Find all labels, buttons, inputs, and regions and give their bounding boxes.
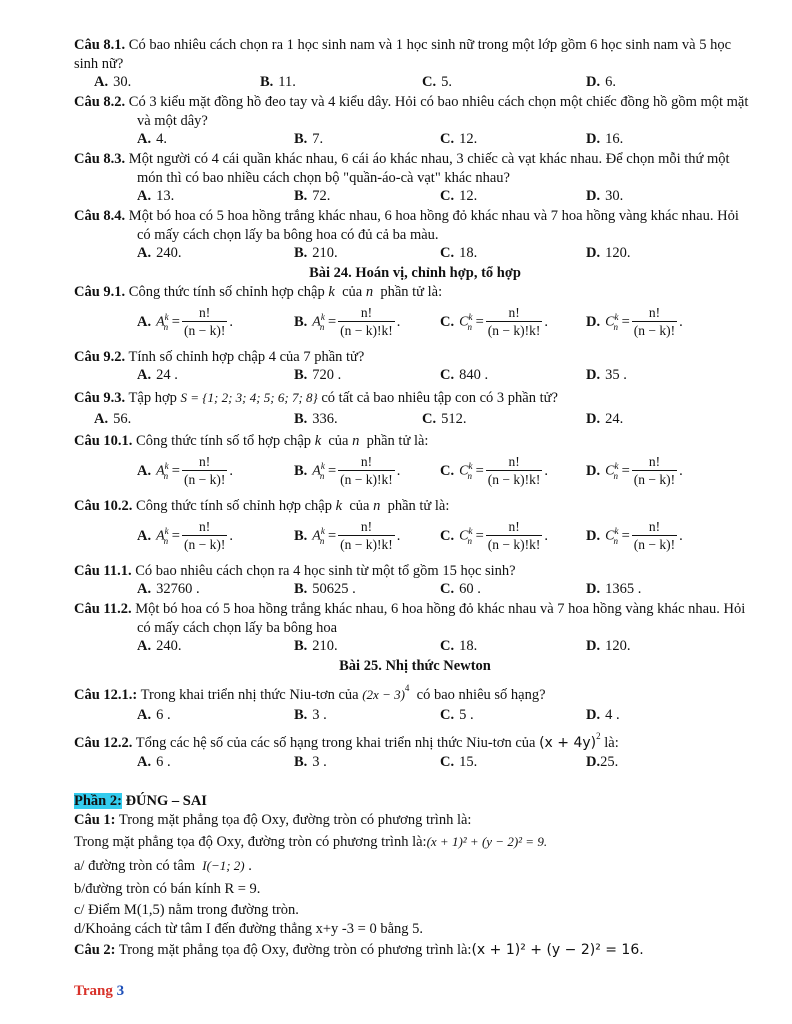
- option-letter: B.: [294, 707, 308, 723]
- statement-text: a/ đường tròn có tâm: [74, 858, 196, 874]
- question-text: phần tử là:: [366, 433, 429, 449]
- option-a: 240.: [156, 638, 182, 654]
- option-c: 12.: [459, 131, 478, 147]
- formula-options: A. $A^k_n$ = $\frac{n!}{(n - k)!}$ . B. $A^k_n$ = $\frac{n!}{(n - k)!k!}$ . C. $C^k_n$ = $\frac{n!}{(n - k)!k!}$ . D. $C^k_n$ = $\frac{n!}{(n - k)!}$ .: [137, 519, 683, 552]
- question-c1-line2: [74, 830, 756, 854]
- option-a: 24 .: [156, 367, 178, 383]
- option-letter: C.: [422, 411, 437, 427]
- option-b: 7.: [312, 131, 324, 147]
- option-d: 16.: [605, 131, 624, 147]
- question-text: Có bao nhiêu cách chọn ra 4 học sinh từ một tổ gồm 15 học sinh?: [135, 563, 516, 579]
- option-a: 6 .: [156, 707, 171, 723]
- option-c: 60 .: [459, 581, 481, 597]
- answer-options: [74, 707, 756, 726]
- answer-options: [74, 638, 756, 657]
- option-letter: A.: [137, 245, 152, 261]
- option-letter: D.: [586, 707, 601, 723]
- question-label: Câu 9.2.: [74, 349, 126, 365]
- question-text: Tập hợp: [128, 390, 177, 406]
- option-c: 18.: [459, 638, 478, 654]
- statement-b: b/đường tròn có bán kính R = 9.: [74, 881, 261, 897]
- denominator: (n − k)!k!: [487, 472, 541, 487]
- option-b: 210.: [312, 245, 338, 261]
- formula-symbol: $C^k_n$: [605, 526, 619, 546]
- option-c: 18.: [459, 245, 478, 261]
- numerator: n!: [360, 305, 373, 320]
- denominator: (n − k)!: [633, 537, 676, 552]
- formula-fraction: [632, 453, 677, 489]
- option-letter: C.: [422, 74, 437, 90]
- denominator: (n − k)!k!: [340, 537, 393, 552]
- option-a: 13.: [156, 188, 175, 204]
- numerator: n!: [508, 305, 520, 320]
- option-letter: B.: [294, 188, 308, 204]
- option-letter: B.: [294, 131, 308, 147]
- option-letter: C.: [440, 707, 455, 723]
- option-d: 1365 .: [605, 581, 642, 597]
- option-letter: C.: [440, 754, 455, 770]
- option-letter: A.: [137, 188, 152, 204]
- formula-symbol: $A^k_n$: [312, 526, 325, 546]
- formula-fraction: [632, 518, 677, 554]
- question-12-1: [74, 676, 756, 707]
- option-letter: B.: [294, 411, 308, 427]
- option-letter: A.: [137, 367, 152, 383]
- answer-options: [74, 74, 756, 93]
- option-d: 120.: [605, 245, 631, 261]
- option-letter: D.: [586, 245, 601, 261]
- question-label: Câu 8.3.: [74, 151, 126, 167]
- question-text: là:: [604, 735, 619, 751]
- numerator: n!: [199, 519, 211, 534]
- formula-symbol: $C^k_n$: [605, 312, 619, 332]
- question-label: Câu 12.1.:: [74, 687, 138, 703]
- option-letter: A.: [137, 581, 152, 597]
- option-letter: B.: [294, 462, 308, 479]
- option-letter: A.: [94, 411, 109, 427]
- question-label: Câu 11.2.: [74, 601, 132, 617]
- option-letter: A.: [137, 313, 152, 330]
- question-label: Câu 10.1.: [74, 433, 133, 449]
- option-d: 30.: [605, 188, 624, 204]
- question-text: Công thức tính số chỉnh hợp chập: [128, 284, 325, 300]
- footer-label: Trang: [74, 983, 113, 999]
- option-d: 4 .: [605, 707, 620, 723]
- question-label: Câu 9.1.: [74, 284, 126, 300]
- question-text: Tính số chỉnh hợp chập 4 của 7 phần tử?: [128, 349, 365, 365]
- math-expr: (x + 4y): [539, 735, 597, 751]
- numerator: n!: [508, 454, 520, 469]
- answer-options: [74, 188, 756, 207]
- question-text: Trong mặt phẳng tọa độ Oxy, đường tròn có phương trình là:: [118, 942, 472, 958]
- math-var: k: [314, 433, 322, 449]
- statement-a: [74, 854, 756, 878]
- question-10-1: [74, 432, 756, 451]
- formula-symbol: $A^k_n$: [312, 312, 325, 332]
- option-letter: D.: [586, 527, 601, 544]
- formula-fraction: [486, 518, 543, 554]
- math-var: n: [352, 433, 360, 449]
- question-text: phần tử là:: [387, 498, 450, 514]
- numerator: n!: [360, 519, 373, 534]
- answer-options: [74, 367, 756, 386]
- question-11-1: [74, 562, 756, 581]
- question-text: của: [342, 284, 363, 300]
- question-8-4: [74, 207, 756, 245]
- option-b: 336.: [312, 411, 338, 427]
- denominator: (n − k)!: [633, 472, 676, 487]
- option-letter: D.: [586, 188, 601, 204]
- option-b: 11.: [278, 74, 296, 90]
- question-label: Câu 11.1.: [74, 563, 132, 579]
- question-label: Câu 2:: [74, 942, 116, 958]
- page-footer: [74, 983, 124, 1000]
- question-text: Công thức tính số tổ hợp chập: [136, 433, 312, 449]
- math-expr: I(−1; 2): [202, 858, 245, 873]
- question-text: Trong khai triển nhị thức Niu-tơn của: [140, 687, 359, 703]
- question-text: của: [349, 498, 370, 514]
- statement-d: d/Khoảng cách từ tâm I đến đường thẳng x+y -3 = 0 bằng 5.: [74, 921, 423, 937]
- question-text: có bao nhiêu số hạng?: [416, 687, 546, 703]
- question-9-2: [74, 348, 756, 367]
- part-label: Phần 2:: [74, 793, 122, 809]
- formula-symbol: $C^k_n$: [605, 461, 619, 481]
- option-letter: D.: [586, 638, 601, 654]
- denominator: (n − k)!: [183, 323, 226, 338]
- option-d: 120.: [605, 638, 631, 654]
- page-number: 3: [116, 983, 125, 999]
- question-text: Trong mặt phẳng tọa độ Oxy, đường tròn có phương trình là:: [118, 812, 472, 828]
- option-c: 5.: [441, 74, 452, 90]
- numerator: n!: [360, 454, 373, 469]
- question-8-2: [74, 93, 756, 131]
- question-label: Câu 12.2.: [74, 735, 133, 751]
- option-a: 240.: [156, 245, 182, 261]
- option-c: 15.: [459, 754, 478, 770]
- question-label: Câu 8.1.: [74, 37, 126, 53]
- option-d: 25.: [600, 754, 619, 770]
- option-letter: D.: [586, 131, 601, 147]
- question-text: Công thức tính số chỉnh hợp chập: [136, 498, 332, 514]
- option-letter: A.: [137, 707, 152, 723]
- question-8-3: [74, 150, 756, 188]
- denominator: (n − k)!: [633, 323, 676, 338]
- formula-fraction: [182, 518, 227, 554]
- option-d: 24.: [605, 411, 624, 427]
- numerator: n!: [648, 305, 661, 320]
- question-text: Có bao nhiêu cách chọn ra 1 học sinh nam và 1 học sinh nữ trong một lớp gồm 6 học sinh nam và 5 học sinh nữ?: [74, 37, 732, 72]
- option-letter: C.: [440, 245, 455, 261]
- option-c: 12.: [459, 188, 478, 204]
- question-text: có tất cả bao nhiêu tập con có 3 phần tử?: [321, 390, 558, 406]
- punctuation: .: [248, 858, 252, 874]
- answer-options: [74, 245, 756, 264]
- question-text: Một người có 4 cái quần khác nhau, 6 cái áo khác nhau, 3 chiếc cà vạt khác nhau. Để chọn mỗi thứ một món thì có bao nhiều cách chọn bộ "quần-áo-cà vạt" khác nhau?: [128, 151, 730, 186]
- option-d: 35 .: [605, 367, 627, 383]
- formula-fraction: [486, 453, 543, 489]
- page-content: [74, 36, 756, 961]
- formula-fraction: [182, 304, 227, 340]
- numerator: n!: [508, 519, 520, 534]
- option-c: 840 .: [459, 367, 489, 383]
- option-c: 512.: [441, 411, 467, 427]
- option-letter: D.: [586, 411, 601, 427]
- denominator: (n − k)!k!: [487, 323, 541, 338]
- option-b: 720 .: [312, 367, 342, 383]
- option-a: 4.: [156, 131, 167, 147]
- answer-options: [74, 754, 756, 773]
- equation: (x + 1)² + (y − 2)² = 16.: [471, 942, 644, 958]
- part-title: ĐÚNG – SAI: [121, 793, 207, 809]
- answer-options: [74, 581, 756, 600]
- question-text: Một bó hoa có 5 hoa hồng trắng khác nhau, 6 hoa hồng đỏ khác nhau và 7 hoa hồng vàng khác nhau. Hỏi có mấy cách chọn lấy ba bông hoa có đủ cả ba màu.: [128, 208, 739, 243]
- option-letter: D.: [586, 581, 601, 597]
- question-text: Có 3 kiểu mặt đồng hồ đeo tay và 4 kiểu dây. Hỏi có bao nhiêu cách chọn một chiếc đồng hồ gồm một mặt và một dây?: [128, 94, 749, 129]
- math-var: n: [373, 498, 381, 514]
- question-c2: [74, 939, 756, 961]
- formula-symbol: $A^k_n$: [312, 461, 325, 481]
- denominator: (n − k)!: [183, 472, 226, 487]
- option-letter: C.: [440, 367, 455, 383]
- formula-symbol: $C^k_n$: [459, 461, 473, 481]
- question-label: Câu 8.4.: [74, 208, 126, 224]
- equation: (x + 1)² + (y − 2)² = 9.: [426, 834, 548, 849]
- formula-fraction: [486, 304, 543, 340]
- option-letter: C.: [440, 527, 455, 544]
- option-letter: A.: [137, 131, 152, 147]
- question-label: Câu 10.2.: [74, 498, 133, 514]
- section-heading: Bài 24. Hoán vị, chỉnh hợp, tổ hợp: [309, 265, 521, 281]
- formula-fraction: [632, 304, 677, 340]
- section-heading: Bài 25. Nhị thức Newton: [339, 658, 491, 674]
- math-var: k: [335, 498, 343, 514]
- option-letter: D.: [586, 74, 601, 90]
- option-a: 32760 .: [156, 581, 200, 597]
- option-letter: D.: [586, 313, 601, 330]
- formula-options: A. $A^k_n$ = $\frac{n!}{(n - k)!}$ . B. $A^k_n$ = $\frac{n!}{(n - k)!k!}$ . C. $C^k_n$ = $\frac{n!}{(n - k)!k!}$ . D. $C^k_n$ = $\frac{n!}{(n - k)!}$ .: [137, 454, 683, 487]
- option-letter: A.: [137, 527, 152, 544]
- formula-options: A. $A^k_n$ = $\frac{n!}{(n - k)!}$ . B. $A^k_n$ = $\frac{n!}{(n - k)!k!}$ . C. $C^k_n$ = $\frac{n!}{(n - k)!k!}$ . D. $C^k_n$ = $\frac{n!}{(n - k)!}$ .: [137, 305, 683, 338]
- formula-fraction: [338, 518, 395, 554]
- option-d: 6.: [605, 74, 616, 90]
- formula-symbol: $A^k_n$: [156, 461, 169, 481]
- math-expr: (2x − 3): [362, 687, 405, 702]
- option-b: 3 .: [312, 707, 327, 723]
- option-letter: C.: [440, 581, 455, 597]
- question-text: của: [328, 433, 349, 449]
- option-letter: B.: [294, 367, 308, 383]
- question-label: Câu 9.3.: [74, 390, 126, 406]
- numerator: n!: [648, 454, 661, 469]
- option-c: 5 .: [459, 707, 474, 723]
- option-b: 210.: [312, 638, 338, 654]
- option-letter: C.: [440, 313, 455, 330]
- math-var: k: [328, 284, 335, 300]
- formula-fraction: [182, 453, 227, 489]
- numerator: n!: [648, 519, 661, 534]
- option-letter: B.: [294, 754, 308, 770]
- question-text: Tổng các hệ số của các số hạng trong khai triển nhị thức Niu-tơn của: [135, 735, 536, 751]
- exponent: 2: [596, 731, 601, 741]
- option-letter: A.: [137, 462, 152, 479]
- question-10-2: [74, 497, 756, 516]
- option-letter: C.: [440, 638, 455, 654]
- option-b: 72.: [312, 188, 331, 204]
- math-var: n: [365, 284, 374, 300]
- option-letter: B.: [260, 74, 274, 90]
- denominator: (n − k)!k!: [487, 537, 541, 552]
- option-letter: A.: [94, 74, 109, 90]
- exponent: 4: [404, 683, 410, 693]
- numerator: n!: [199, 305, 211, 320]
- option-letter: C.: [440, 188, 455, 204]
- question-11-2: [74, 600, 756, 638]
- numerator: n!: [199, 454, 211, 469]
- question-12-2: [74, 726, 756, 754]
- formula-symbol: $C^k_n$: [459, 312, 473, 332]
- option-letter: C.: [440, 462, 455, 479]
- option-a: 30.: [113, 74, 132, 90]
- option-letter: B.: [294, 638, 308, 654]
- question-text: Trong mặt phẳng tọa độ Oxy, đường tròn có phương trình là:: [74, 834, 427, 850]
- formula-fraction: [338, 304, 395, 340]
- answer-options: [74, 131, 756, 150]
- question-text: phần tử là:: [380, 284, 443, 300]
- statement-c: c/ Điểm M(1,5) nằm trong đường tròn.: [74, 902, 299, 918]
- option-letter: B.: [294, 581, 308, 597]
- option-letter: B.: [294, 313, 308, 330]
- question-9-3: [74, 388, 756, 408]
- option-letter: D.: [586, 367, 601, 383]
- question-9-1: [74, 283, 756, 302]
- option-a: 56.: [113, 411, 132, 427]
- option-letter: A.: [137, 754, 152, 770]
- option-letter: C.: [440, 131, 455, 147]
- option-b: 3 .: [312, 754, 327, 770]
- option-letter: D.: [586, 754, 601, 770]
- option-b: 50625 .: [312, 581, 356, 597]
- option-letter: B.: [294, 527, 308, 544]
- question-label: Câu 8.2.: [74, 94, 126, 110]
- question-text: Một bó hoa có 5 hoa hồng trắng khác nhau, 6 hoa hồng đỏ khác nhau và 7 hoa hồng vàng khác nhau. Hỏi có mấy cách chọn lấy ba bông hoa: [135, 601, 746, 636]
- denominator: (n − k)!: [183, 537, 226, 552]
- math-set: S = {1; 2; 3; 4; 5; 6; 7; 8}: [180, 390, 318, 405]
- denominator: (n − k)!k!: [340, 472, 393, 487]
- option-letter: A.: [137, 638, 152, 654]
- part-heading: [74, 792, 756, 811]
- formula-symbol: $A^k_n$: [156, 526, 169, 546]
- denominator: (n − k)!k!: [340, 323, 393, 338]
- question-c1: [74, 811, 756, 830]
- option-a: 6 .: [156, 754, 171, 770]
- answer-options: [74, 411, 756, 432]
- formula-fraction: [338, 453, 395, 489]
- option-letter: D.: [586, 462, 601, 479]
- formula-symbol: $C^k_n$: [459, 526, 473, 546]
- question-label: Câu 1:: [74, 812, 116, 828]
- option-letter: B.: [294, 245, 308, 261]
- formula-symbol: $A^k_n$: [156, 312, 169, 332]
- question-8-1: [74, 36, 756, 74]
